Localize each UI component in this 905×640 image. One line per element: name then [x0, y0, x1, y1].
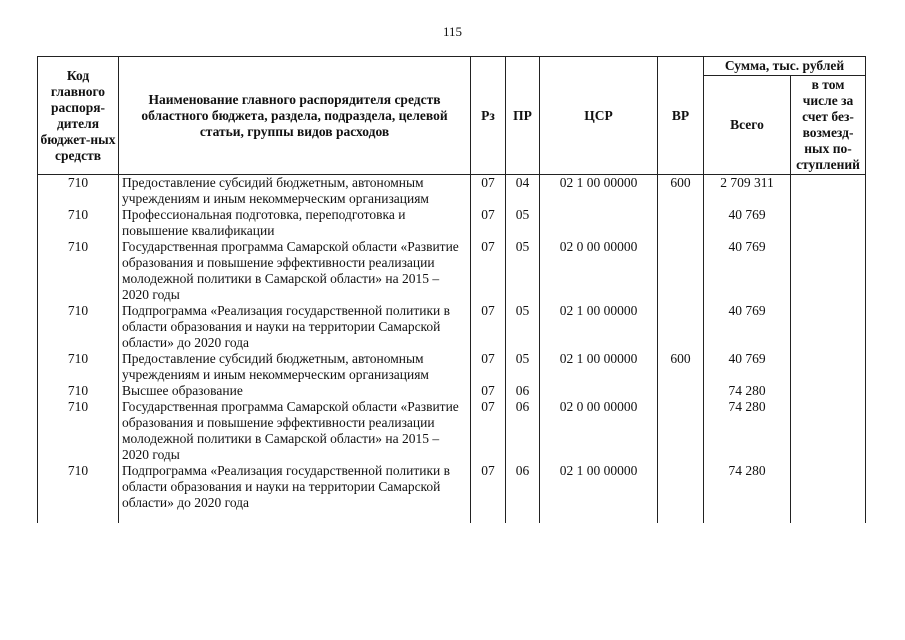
row-name: Предоставление субсидий бюджетным, автономным учреждениям и иным некоммерческим организациям [119, 175, 471, 208]
table-header [38, 57, 866, 175]
row-including [791, 463, 866, 523]
row-total: 40 769 [704, 239, 791, 303]
row-vr [658, 399, 704, 463]
row-pr: 06 [506, 399, 540, 463]
row-csr: 02 1 00 00000 [540, 175, 658, 208]
table-row [38, 351, 866, 383]
row-code: 710 [38, 207, 119, 239]
header-code: Код главного распоря-дителя бюджет-ных средств [38, 57, 119, 175]
row-vr [658, 303, 704, 351]
row-rz: 07 [471, 175, 506, 208]
header-total: Всего [704, 76, 791, 175]
header-name: Наименование главного распорядителя средств областного бюджета, раздела, подраздела, целевой статьи, группы видов расходов [119, 57, 471, 175]
row-including [791, 383, 866, 399]
table-row [38, 239, 866, 303]
row-code: 710 [38, 399, 119, 463]
row-name: Подпрограмма «Реализация государственной политики в области образования и науки на территории Самарской области» до 2020 года [119, 463, 471, 523]
page-number: 115 [442, 24, 463, 39]
table-row [38, 383, 866, 399]
row-including [791, 351, 866, 383]
table-row [38, 303, 866, 351]
row-total: 74 280 [704, 383, 791, 399]
row-total: 74 280 [704, 463, 791, 523]
row-vr [658, 383, 704, 399]
row-total: 40 769 [704, 351, 791, 383]
row-rz: 07 [471, 463, 506, 523]
row-pr: 06 [506, 383, 540, 399]
row-rz: 07 [471, 383, 506, 399]
row-name: Государственная программа Самарской области «Развитие образования и повышение эффективности реализации молодежной политики в Самарской области» на 2015 – 2020 годы [119, 239, 471, 303]
row-name: Предоставление субсидий бюджетным, автономным учреждениям и иным некоммерческим организациям [119, 351, 471, 383]
table-row [38, 463, 866, 523]
row-csr: 02 0 00 00000 [540, 399, 658, 463]
row-csr: 02 0 00 00000 [540, 239, 658, 303]
row-rz: 07 [471, 399, 506, 463]
row-total: 40 769 [704, 303, 791, 351]
row-vr [658, 463, 704, 523]
row-rz: 07 [471, 207, 506, 239]
row-name: Профессиональная подготовка, переподготовка и повышение квалификации [119, 207, 471, 239]
row-code: 710 [38, 383, 119, 399]
row-name: Государственная программа Самарской области «Развитие образования и повышение эффективности реализации молодежной политики в Самарской области» на 2015 – 2020 годы [119, 399, 471, 463]
header-sum: Сумма, тыс. рублей [704, 57, 866, 76]
row-code: 710 [38, 463, 119, 523]
budget-table [37, 56, 866, 523]
row-csr: 02 1 00 00000 [540, 351, 658, 383]
row-pr: 04 [506, 175, 540, 208]
header-rz: Рз [471, 57, 506, 175]
row-csr: 02 1 00 00000 [540, 303, 658, 351]
row-including [791, 175, 866, 208]
row-pr: 05 [506, 351, 540, 383]
row-name: Высшее образование [119, 383, 471, 399]
row-including [791, 239, 866, 303]
row-vr [658, 239, 704, 303]
row-name: Подпрограмма «Реализация государственной политики в области образования и науки на территории Самарской области» до 2020 года [119, 303, 471, 351]
row-including [791, 303, 866, 351]
row-csr [540, 207, 658, 239]
table-body [38, 175, 866, 524]
row-csr: 02 1 00 00000 [540, 463, 658, 523]
row-including [791, 399, 866, 463]
row-code: 710 [38, 303, 119, 351]
row-code: 710 [38, 351, 119, 383]
row-total: 2 709 311 [704, 175, 791, 208]
row-vr [658, 207, 704, 239]
row-pr: 06 [506, 463, 540, 523]
table-row [38, 207, 866, 239]
row-code: 710 [38, 239, 119, 303]
row-csr [540, 383, 658, 399]
row-total: 74 280 [704, 399, 791, 463]
header-csr: ЦСР [540, 57, 658, 175]
row-total: 40 769 [704, 207, 791, 239]
table-row [38, 175, 866, 208]
table-row [38, 399, 866, 463]
row-pr: 05 [506, 239, 540, 303]
row-pr: 05 [506, 303, 540, 351]
row-rz: 07 [471, 303, 506, 351]
row-rz: 07 [471, 239, 506, 303]
header-vr: ВР [658, 57, 704, 175]
header-including: в том числе за счет без-возмезд-ных по-ступлений [791, 76, 866, 175]
row-including [791, 207, 866, 239]
row-code: 710 [38, 175, 119, 208]
row-pr: 05 [506, 207, 540, 239]
header-pr: ПР [506, 57, 540, 175]
row-vr: 600 [658, 175, 704, 208]
row-vr: 600 [658, 351, 704, 383]
row-rz: 07 [471, 351, 506, 383]
